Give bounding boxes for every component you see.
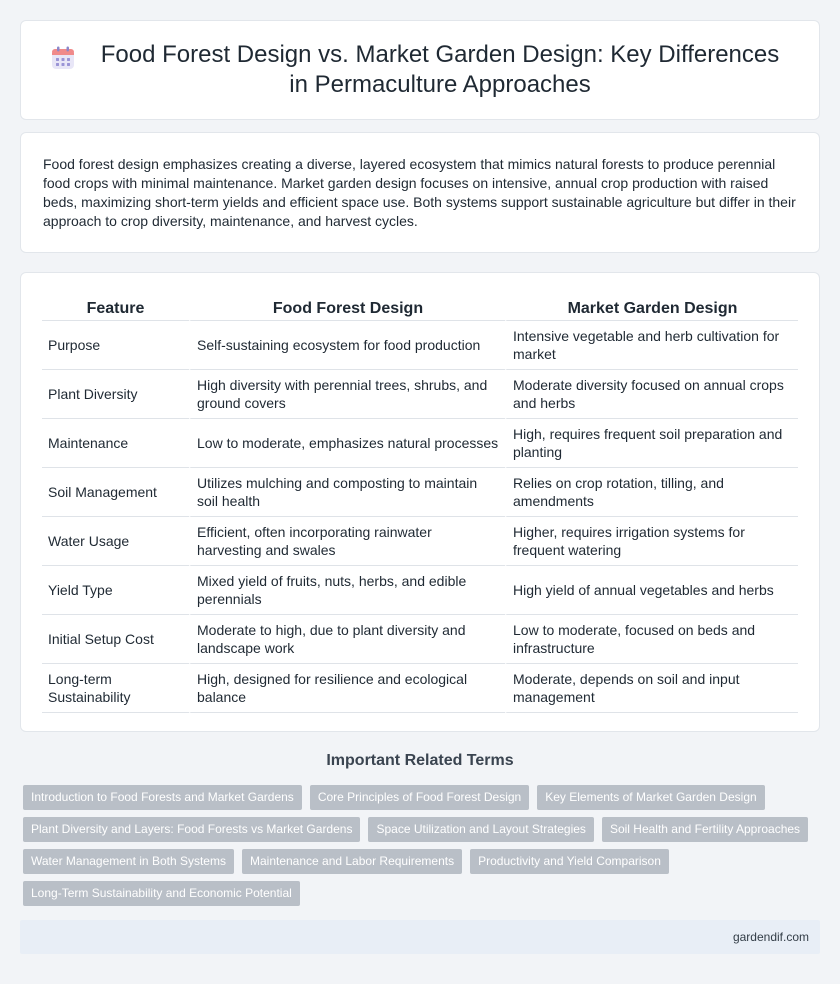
related-terms-list bbox=[23, 785, 813, 906]
food-forest-cell: Utilizes mulching and composting to maintain soil health bbox=[189, 468, 505, 517]
related-term-tag[interactable]: Water Management in Both Systems bbox=[23, 849, 234, 874]
feature-cell: Soil Management bbox=[42, 468, 189, 517]
related-term-tag[interactable]: Long-Term Sustainability and Economic Potential bbox=[23, 881, 300, 906]
page-title: Food Forest Design vs. Market Garden Design: Key Differences in Permaculture Approaches bbox=[100, 41, 780, 98]
table-row bbox=[42, 468, 798, 517]
feature-cell: Purpose bbox=[42, 321, 189, 370]
market-garden-cell: High yield of annual vegetables and herbs bbox=[505, 566, 798, 615]
table-row bbox=[42, 615, 798, 664]
food-forest-cell: Moderate to high, due to plant diversity and landscape work bbox=[189, 615, 505, 664]
market-garden-cell: Intensive vegetable and herb cultivation for market bbox=[505, 321, 798, 370]
food-forest-cell: Self-sustaining ecosystem for food production bbox=[189, 321, 505, 370]
related-term-tag[interactable]: Core Principles of Food Forest Design bbox=[310, 785, 529, 810]
feature-cell: Initial Setup Cost bbox=[42, 615, 189, 664]
related-term-tag[interactable]: Soil Health and Fertility Approaches bbox=[602, 817, 808, 842]
feature-cell: Water Usage bbox=[42, 517, 189, 566]
food-forest-cell: Efficient, often incorporating rainwater harvesting and swales bbox=[189, 517, 505, 566]
food-forest-cell: High, designed for resilience and ecological balance bbox=[189, 664, 505, 713]
comparison-table bbox=[42, 295, 798, 713]
column-header-feature: Feature bbox=[42, 295, 189, 321]
related-term-tag[interactable]: Space Utilization and Layout Strategies bbox=[368, 817, 593, 842]
feature-cell: Maintenance bbox=[42, 419, 189, 468]
footer-site-link[interactable]: gardendif.com bbox=[732, 930, 809, 944]
related-term-tag[interactable]: Introduction to Food Forests and Market Gardens bbox=[23, 785, 302, 810]
market-garden-cell: Moderate diversity focused on annual crops and herbs bbox=[505, 370, 798, 419]
table-row bbox=[42, 321, 798, 370]
table-header-row bbox=[42, 295, 798, 321]
market-garden-cell: High, requires frequent soil preparation and planting bbox=[505, 419, 798, 468]
related-term-tag[interactable]: Plant Diversity and Layers: Food Forests vs Market Gardens bbox=[23, 817, 360, 842]
market-garden-cell: Moderate, depends on soil and input management bbox=[505, 664, 798, 713]
intro-card bbox=[20, 132, 820, 253]
table-row bbox=[42, 419, 798, 468]
food-forest-cell: Low to moderate, emphasizes natural processes bbox=[189, 419, 505, 468]
table-row bbox=[42, 517, 798, 566]
calendar-icon bbox=[50, 45, 76, 71]
table-row bbox=[42, 566, 798, 615]
intro-paragraph: Food forest design emphasizes creating a diverse, layered ecosystem that mimics natural forests to produce perennial food crops with minimal maintenance. Market garden design focuses on intensive, annual crop production with raised beds, maximizing short-term yields and efficient space use. Both systems support sustainable agriculture but differ in their approach to crop diversity, maintenance, and harvest cycles. bbox=[43, 156, 796, 229]
related-term-tag[interactable]: Key Elements of Market Garden Design bbox=[537, 785, 764, 810]
food-forest-cell: High diversity with perennial trees, shrubs, and ground covers bbox=[189, 370, 505, 419]
market-garden-cell: Higher, requires irrigation systems for frequent watering bbox=[505, 517, 798, 566]
related-terms-title: Important Related Terms bbox=[326, 752, 514, 769]
market-garden-cell: Relies on crop rotation, tilling, and amendments bbox=[505, 468, 798, 517]
table-row bbox=[42, 664, 798, 713]
column-header-market-garden: Market Garden Design bbox=[505, 295, 798, 321]
comparison-table-card bbox=[20, 272, 820, 732]
food-forest-cell: Mixed yield of fruits, nuts, herbs, and edible perennials bbox=[189, 566, 505, 615]
table-row bbox=[42, 370, 798, 419]
market-garden-cell: Low to moderate, focused on beds and infrastructure bbox=[505, 615, 798, 664]
column-header-food-forest: Food Forest Design bbox=[189, 295, 505, 321]
header-card bbox=[20, 20, 820, 120]
feature-cell: Long-term Sustainability bbox=[42, 664, 189, 713]
related-term-tag[interactable]: Productivity and Yield Comparison bbox=[470, 849, 669, 874]
feature-cell: Plant Diversity bbox=[42, 370, 189, 419]
footer bbox=[20, 920, 820, 954]
related-term-tag[interactable]: Maintenance and Labor Requirements bbox=[242, 849, 462, 874]
feature-cell: Yield Type bbox=[42, 566, 189, 615]
